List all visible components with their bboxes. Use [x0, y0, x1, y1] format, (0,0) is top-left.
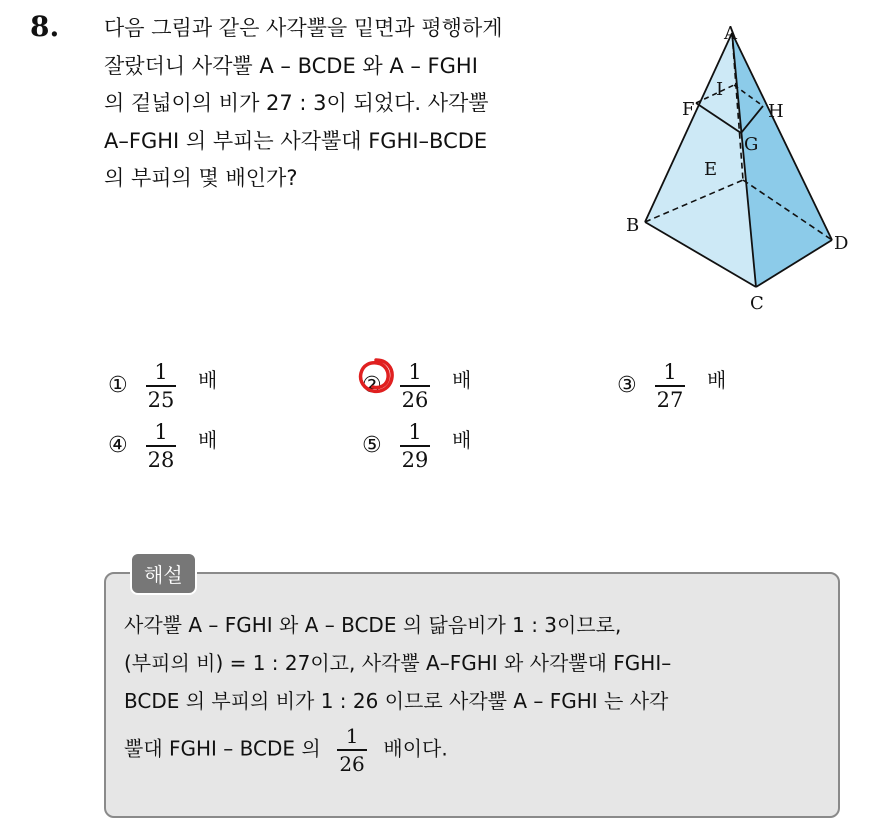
answer-choices — [0, 360, 884, 490]
label-E: E — [704, 159, 718, 180]
question-number: 8. — [30, 10, 60, 43]
solution-line4-pre: 뿔대 FGHI – BCDE 의 — [124, 736, 321, 761]
unit: 배 — [707, 368, 727, 393]
denominator: 29 — [401, 447, 429, 472]
denominator: 25 — [147, 387, 175, 412]
fraction-bar — [400, 385, 430, 387]
numerator: 1 — [345, 724, 359, 748]
choice-4[interactable] — [108, 420, 217, 472]
label-A: A — [724, 23, 737, 44]
unit: 배 — [198, 428, 218, 453]
choice-number: ③ — [617, 373, 637, 399]
label-B: B — [626, 215, 640, 236]
solution-text — [124, 606, 834, 776]
choice-number: ⑤ — [362, 433, 382, 459]
question-line: 다음 그림과 같은 사각뿔을 밑면과 평행하게 — [104, 16, 503, 40]
choice-number: ① — [108, 373, 128, 399]
denominator: 27 — [656, 387, 684, 412]
label-G: G — [744, 134, 759, 155]
solution-label: 해설 — [130, 552, 197, 595]
choice-2[interactable] — [362, 360, 471, 412]
numerator: 1 — [154, 420, 168, 444]
solution-line4-post: 배이다. — [383, 736, 448, 761]
denominator: 28 — [147, 447, 175, 472]
fraction — [146, 360, 176, 412]
choice-3[interactable] — [617, 360, 726, 412]
fraction-bar — [655, 385, 685, 387]
pyramid-figure — [610, 15, 860, 315]
label-F: F — [682, 99, 695, 120]
fraction-bar — [337, 749, 367, 751]
label-I: I — [716, 79, 724, 100]
fraction — [146, 420, 176, 472]
denominator: 26 — [339, 751, 365, 776]
unit: 배 — [452, 428, 472, 453]
solution-line: 사각뿔 A – FGHI 와 A – BCDE 의 닮음비가 1 : 3이므로, — [124, 613, 622, 637]
choice-number: ② — [362, 373, 382, 399]
unit: 배 — [198, 368, 218, 393]
fraction — [400, 420, 430, 472]
question-line: 의 부피의 몇 배인가? — [104, 166, 298, 190]
numerator: 1 — [663, 360, 677, 384]
numerator: 1 — [408, 420, 422, 444]
label-D: D — [834, 233, 849, 254]
fraction-bar — [146, 445, 176, 447]
numerator: 1 — [154, 360, 168, 384]
choice-number: ④ — [108, 433, 128, 459]
question-line: 의 겉넓이의 비가 27 : 3이 되었다. 사각뿔 — [104, 91, 489, 115]
question-line: A–FGHI 의 부피는 사각뿔대 FGHI–BCDE — [104, 128, 488, 153]
denominator: 26 — [401, 387, 429, 412]
fraction — [400, 360, 430, 412]
fraction — [655, 360, 685, 412]
solution-line-4 — [124, 724, 834, 776]
solution-fraction — [337, 724, 367, 776]
numerator: 1 — [408, 360, 422, 384]
solution-line: (부피의 비) = 1 : 27이고, 사각뿔 A–FGHI 와 사각뿔대 FGHI– — [124, 651, 672, 675]
label-H: H — [768, 101, 784, 122]
unit: 배 — [452, 368, 472, 393]
label-C: C — [750, 293, 764, 314]
question-text — [104, 10, 604, 198]
question-line: 잘랐더니 사각뿔 A – BCDE 와 A – FGHI — [104, 53, 478, 78]
fraction-bar — [400, 445, 430, 447]
answer-mark-icon — [354, 354, 398, 398]
choice-1[interactable] — [108, 360, 217, 412]
solution-line: BCDE 의 부피의 비가 1 : 26 이므로 사각뿔 A – FGHI 는 사각 — [124, 689, 669, 713]
choice-5[interactable] — [362, 420, 471, 472]
fraction-bar — [146, 385, 176, 387]
